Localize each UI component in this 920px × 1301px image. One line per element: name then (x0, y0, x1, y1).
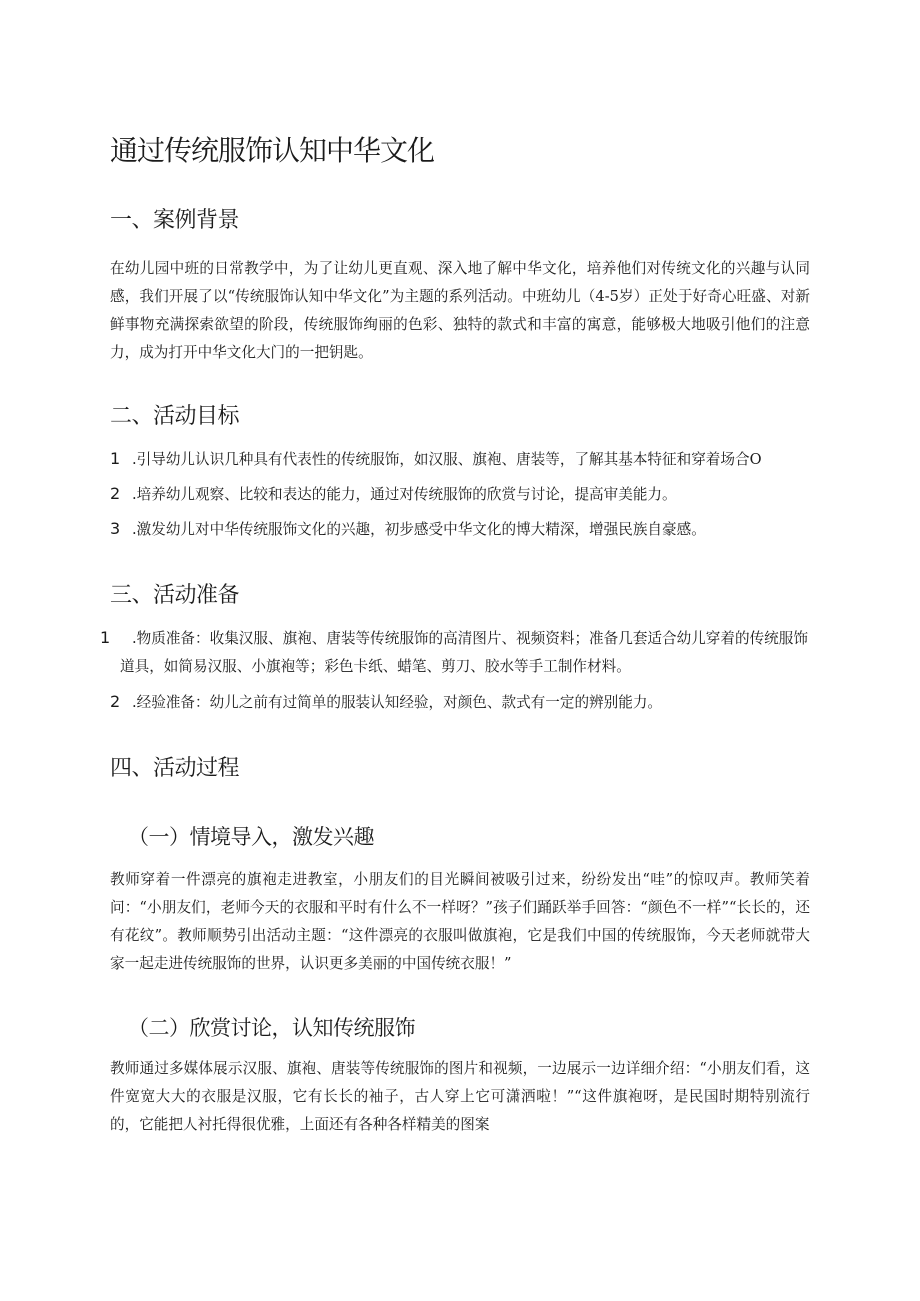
section-heading-process: 四、活动过程 (110, 756, 240, 781)
section-heading-background: 一、案例背景 (110, 208, 240, 233)
goal-item-1 (110, 445, 810, 474)
goal-item-text: .培养幼儿观察、比较和表达的能力，通过对传统服饰的欣赏与讨论，提高审美能力。 (132, 486, 677, 503)
intro-paragraph: 教师穿着一件漂亮的旗袍走进教室，小朋友们的目光瞬间被吸引过来，纷纷发出“哇”的惊叹声。教师笑着问：“小朋友们，老师今天的衣服和平时有什么不一样呀？”孩子们踊跃举手回答：“颜色不一样”“长长的，还有花纹”。教师顺势引出活动主题：“这件漂亮的衣服叫做旗袍，它是我们中国的传统服饰，今天老师就带大家一起走进传统服饰的世界，认识更多美丽的中国传统衣服！” (110, 871, 810, 972)
preparation-item-1 (100, 624, 820, 681)
preparation-item-text: .经验准备：幼儿之前有过简单的服装认知经验，对颜色、款式有一定的辨别能力。 (132, 694, 663, 711)
document-title: 通过传统服饰认知中华文化 (110, 134, 435, 167)
section-heading-preparation: 三、活动准备 (110, 583, 240, 608)
subsection-heading-appreciation: （二）欣赏讨论，认知传统服饰 (128, 1016, 415, 1040)
background-paragraph: 在幼儿园中班的日常教学中，为了让幼儿更直观、深入地了解中华文化，培养他们对传统文化的兴趣与认同感，我们开展了以“传统服饰认知中华文化”为主题的系列活动。中班幼儿（4-5岁）正处于好奇心旺盛、对新鲜事物充满探索欲望的阶段，传统服饰绚丽的色彩、独特的款式和丰富的寓意，能够极大地吸引他们的注意力，成为打开中华文化大门的一把钥匙。 (110, 260, 810, 361)
preparation-item-number: 1 (100, 628, 111, 647)
goal-item-text: .引导幼儿认识几种具有代表性的传统服饰，如汉服、旗袍、唐装等，了解其基本特征和穿着场合O (132, 451, 762, 468)
subsection-heading-intro: （一）情境导入，激发兴趣 (128, 825, 374, 849)
goal-item-2 (110, 480, 810, 509)
goal-item-number: 2 (110, 484, 121, 503)
preparation-item-number: 2 (110, 692, 121, 711)
goal-item-number: 3 (110, 519, 121, 538)
section-heading-goals: 二、活动目标 (110, 404, 240, 429)
goal-item-text: .激发幼儿对中华传统服饰文化的兴趣，初步感受中华文化的博大精深，增强民族自豪感。 (132, 521, 706, 538)
goal-item-number: 1 (110, 449, 121, 468)
goal-item-3 (110, 515, 810, 544)
appreciation-paragraph: 教师通过多媒体展示汉服、旗袍、唐装等传统服饰的图片和视频，一边展示一边详细介绍：“小朋友们看，这件宽宽大大的衣服是汉服，它有长长的袖子，古人穿上它可潇洒啦！”“这件旗袍呀，是民国时期特别流行的，它能把人衬托得很优雅，上面还有各种各样精美的图案 (110, 1060, 810, 1133)
preparation-item-2 (110, 688, 810, 717)
preparation-item-text: .物质准备：收集汉服、旗袍、唐装等传统服饰的高清图片、视频资料；准备几套适合幼儿穿着的传统服饰道具，如简易汉服、小旗袍等；彩色卡纸、蜡笔、剪刀、胶水等手工制作材料。 (120, 630, 808, 675)
